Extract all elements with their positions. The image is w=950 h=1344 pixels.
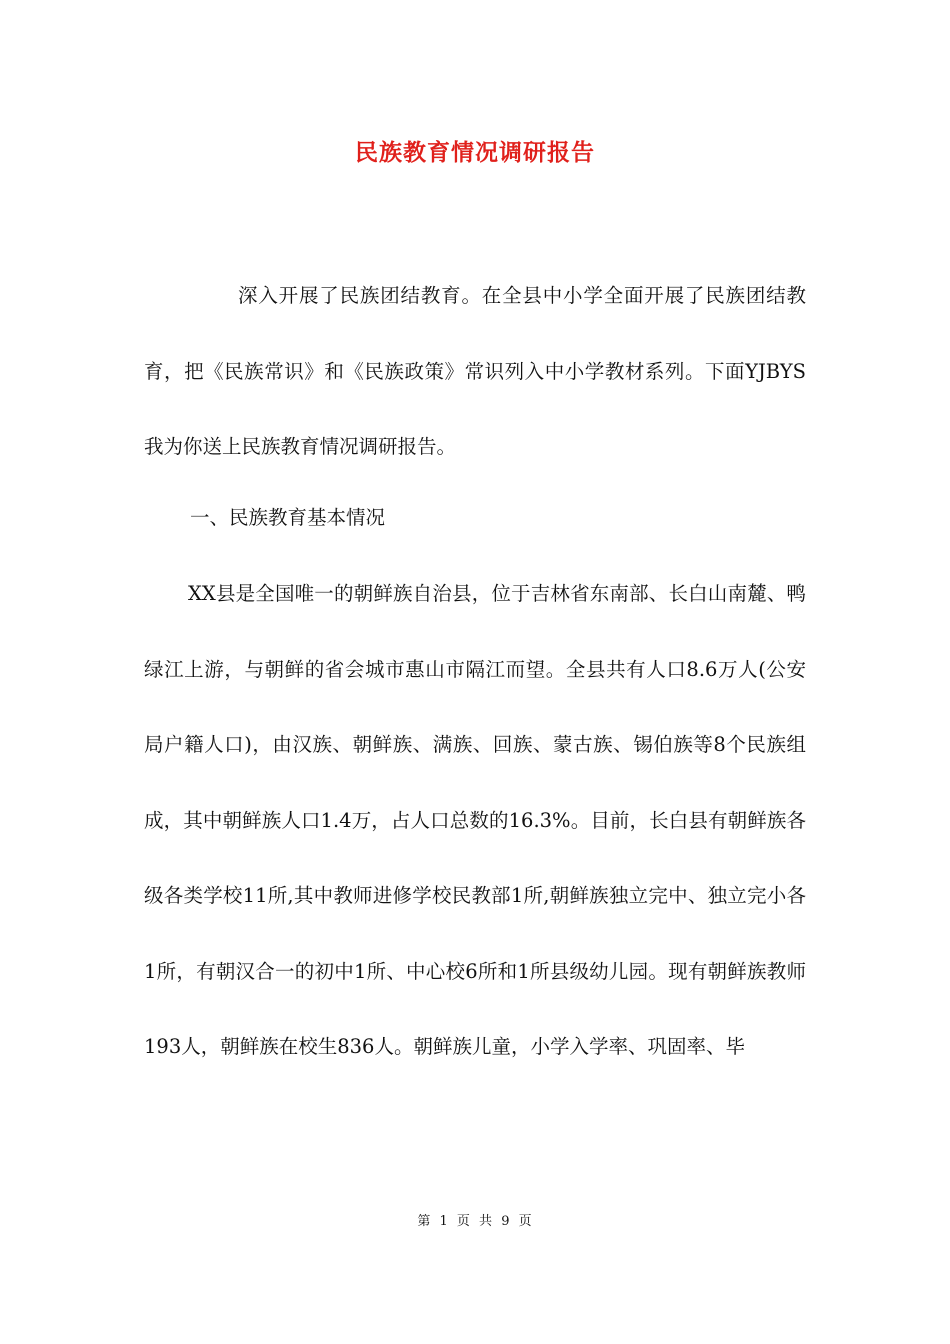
body-paragraph: XX县是全国唯一的朝鲜族自治县，位于吉林省东南部、长白山南麓、鸭绿江上游，与朝鲜的省会城市惠山市隔江而望。全县共有人口8.6万人(公安局户籍人口)，由汉族、朝鲜族、满族、回族、蒙古族、锡伯族等8个民族组成，其中朝鲜族人口1.4万，占人口总数的16.3%。目前，长白县有朝鲜族各级各类学校11所,其中教师进修学校民教部1所,朝鲜族独立完中、独立完小各1所，有朝汉合一的初中1所、中心校6所和1所县级幼儿园。现有朝鲜族教师193人，朝鲜族在校生836人。朝鲜族儿童，小学入学率、巩固率、毕 — [144, 582, 806, 1058]
intro-paragraph: 深入开展了民族团结教育。在全县中小学全面开展了民族团结教育，把《民族常识》和《民族政策》常识列入中小学教材系列。下面YJBYS我为你送上民族教育情况调研报告。 — [144, 284, 806, 458]
document-title: 民族教育情况调研报告 — [355, 139, 595, 166]
section-heading: 一、民族教育基本情况 — [190, 506, 386, 529]
page-footer: 第 1 页 共 9 页 — [417, 1214, 533, 1229]
